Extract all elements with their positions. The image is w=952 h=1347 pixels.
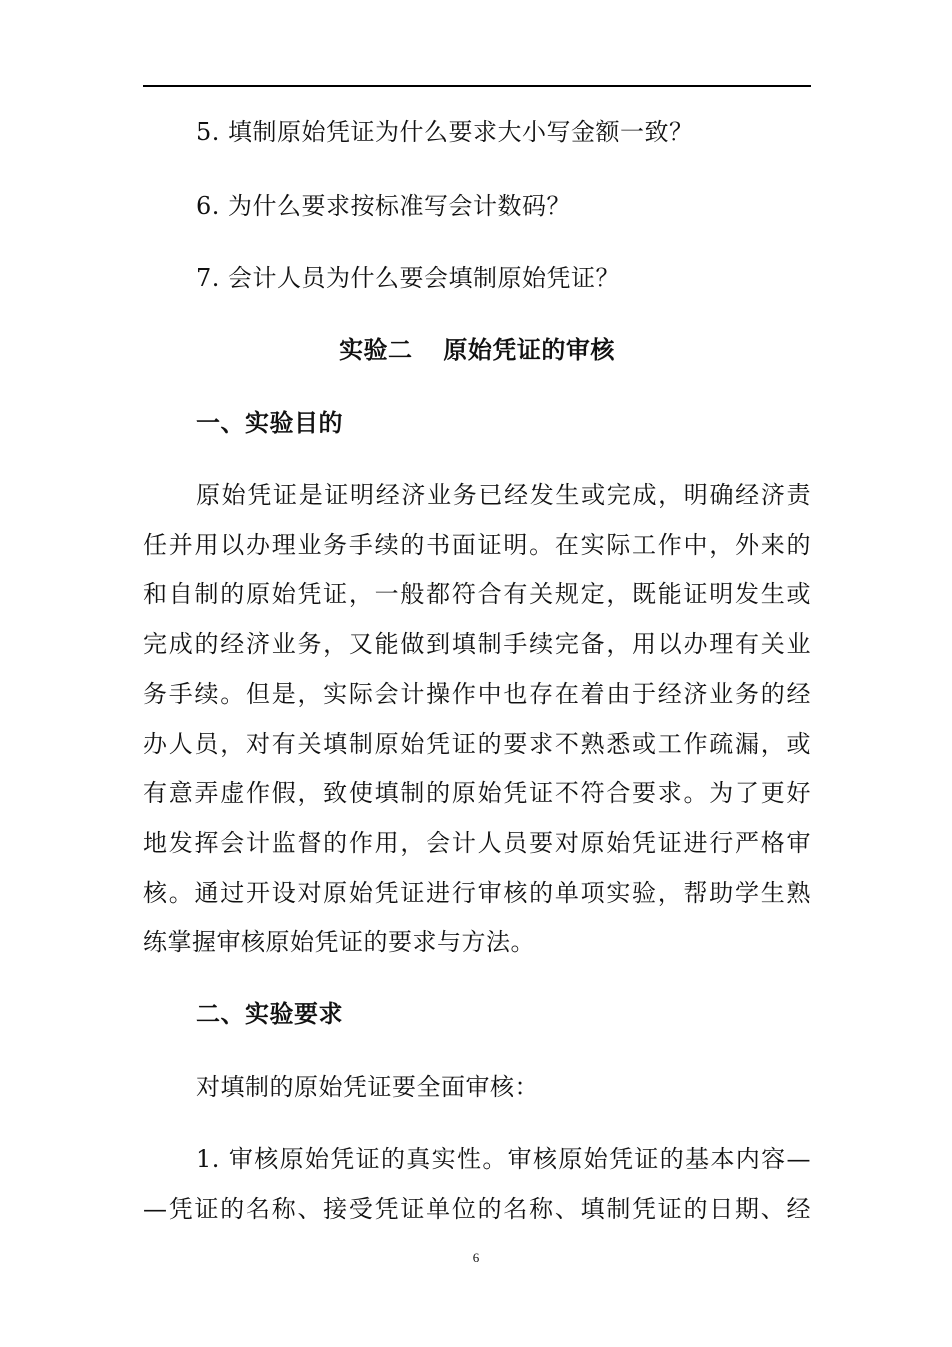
section-1-paragraph-line: 办人员，对有关填制原始凭证的要求不熟悉或工作疏漏，或 [143,730,811,758]
section-1-paragraph-line: 务手续。但是，实际会计操作中也存在着由于经济业务的经 [143,680,811,708]
section-1-heading: 一、实验目的 [196,408,343,437]
question-6: 6. 为什么要求按标准写会计数码？ [196,192,572,220]
section-1-paragraph-line: 任并用以办理业务手续的书面证明。在实际工作中，外来的 [143,531,811,559]
section-1-paragraph-line: 练掌握审核原始凭证的要求与方法。 [143,928,535,956]
question-7: 7. 会计人员为什么要会填制原始凭证？ [196,264,621,292]
header-rule [143,85,811,87]
section-1-paragraph-line: 原始凭证是证明经济业务已经发生或完成，明确经济责 [196,481,811,509]
section-2-item-1-line: 1. 审核原始凭证的真实性。审核原始凭证的基本内容— [196,1145,811,1173]
section-2-intro: 对填制的原始凭证要全面审核： [196,1073,539,1101]
section-1-paragraph-line: 有意弄虚作假，致使填制的原始凭证不符合要求。为了更好 [143,779,811,807]
section-1-paragraph-line: 核。通过开设对原始凭证进行审核的单项实验，帮助学生熟 [143,879,811,907]
section-1-paragraph-line: 和自制的原始凭证，一般都符合有关规定，既能证明发生或 [143,580,811,608]
page-number: 6 [472,1250,480,1265]
section-2-heading: 二、实验要求 [196,999,343,1028]
section-1-paragraph-line: 完成的经济业务，又能做到填制手续完备，用以办理有关业 [143,630,811,658]
experiment-title: 实验二 原始凭证的审核 [339,335,615,364]
section-2-item-1-line: —凭证的名称、接受凭证单位的名称、填制凭证的日期、经 [143,1195,811,1223]
section-1-paragraph-line: 地发挥会计监督的作用，会计人员要对原始凭证进行严格审 [143,829,811,857]
question-5: 5. 填制原始凭证为什么要求大小写金额一致？ [196,118,694,146]
